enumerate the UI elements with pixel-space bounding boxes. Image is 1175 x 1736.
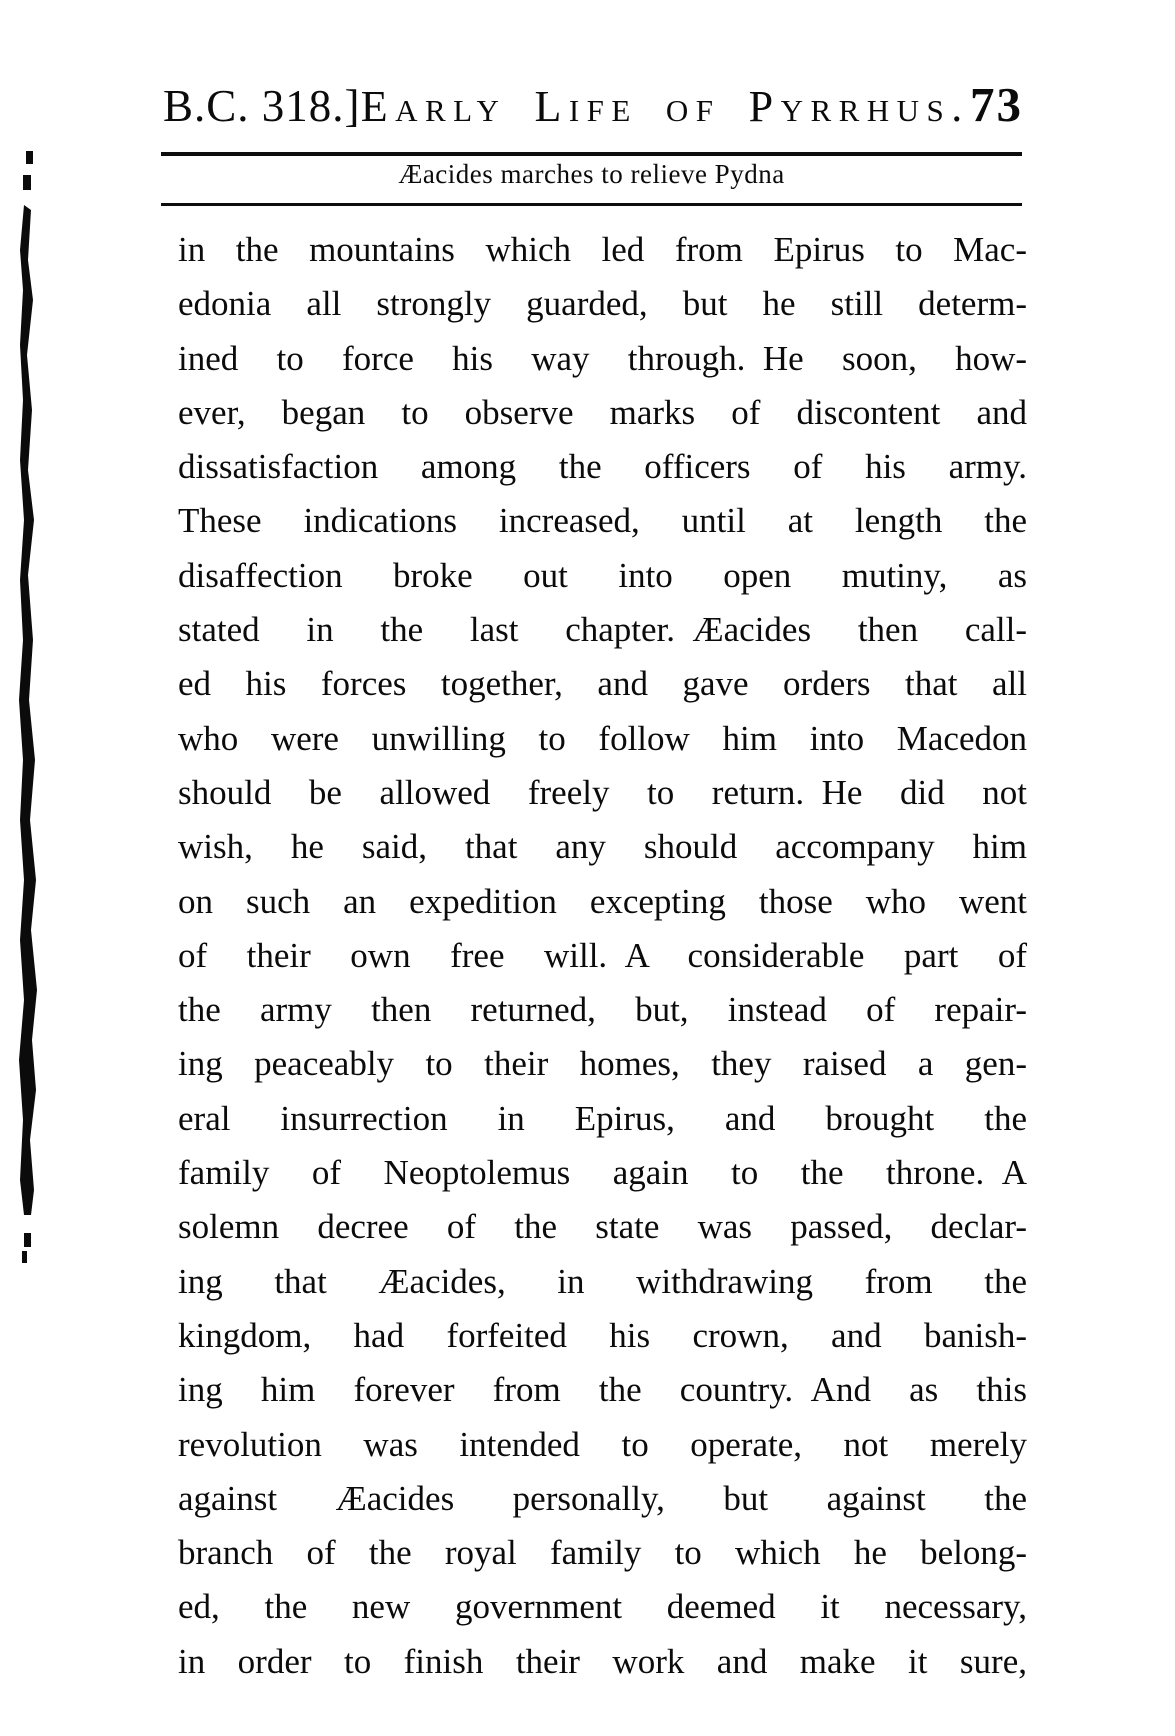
text-line: wish, he said, that any should accompany him	[178, 827, 1027, 867]
text-line: in order to finish their work and make it sure,	[178, 1641, 1027, 1681]
text-line: revolution was intended to operate, not merely	[178, 1424, 1027, 1464]
text-line: should be allowed freely to return. He did not	[178, 772, 1027, 812]
text-line: dissatisfaction among the officers of his army.	[178, 447, 1027, 487]
text-line: in the mountains which led from Epirus to Mac-	[178, 230, 1027, 269]
text-line: family of Neoptolemus again to the throne. A	[178, 1153, 1027, 1193]
text-line: who were unwilling to follow him into Macedon	[178, 718, 1027, 758]
header-title: Early Life of Pyrrhus.	[360, 82, 970, 131]
text-line: ing that Æacides, in withdrawing from the	[178, 1261, 1027, 1301]
text-line: disaffection broke out into open mutiny, as	[178, 555, 1027, 595]
page-number: 73	[969, 77, 1023, 132]
text-line: stated in the last chapter. Æacides then call-	[178, 610, 1027, 650]
text-line: solemn decree of the state was passed, declar-	[178, 1207, 1027, 1247]
text-line: ed his forces together, and gave orders that all	[178, 664, 1027, 704]
text-line: ever, began to observe marks of discontent and	[178, 392, 1027, 432]
text-line: on such an expedition excepting those who went	[178, 881, 1027, 921]
text-line: branch of the royal family to which he belong-	[178, 1533, 1027, 1573]
text-line: kingdom, had forfeited his crown, and banish-	[178, 1315, 1027, 1355]
text-line: the army then returned, but, instead of repair-	[178, 990, 1027, 1030]
page-header	[163, 76, 1023, 133]
text-line: edonia all strongly guarded, but he still determ-	[178, 284, 1027, 324]
page-text	[178, 223, 1027, 1689]
divider-rule-bottom	[161, 203, 1022, 206]
text-line: against Æacides personally, but against the	[178, 1478, 1027, 1518]
text-line: eral insurrection in Epirus, and brought the	[178, 1098, 1027, 1138]
text-line: ed, the new government deemed it necessary,	[178, 1587, 1027, 1627]
text-line: ined to force his way through. He soon, how-	[178, 338, 1027, 378]
scan-binding-artifact	[0, 0, 60, 1736]
header-date-label: B.C. 318.]	[163, 81, 361, 131]
divider-rule-top	[161, 152, 1022, 156]
text-line: ing peaceably to their homes, they raised a gen-	[178, 1044, 1027, 1084]
running-head: Æacides marches to relieve Pydna	[398, 159, 785, 189]
text-line: of their own free will. A considerable part of	[178, 935, 1027, 975]
text-line: ing him forever from the country. And as this	[178, 1370, 1027, 1410]
text-line: These indications increased, until at length the	[178, 501, 1027, 541]
